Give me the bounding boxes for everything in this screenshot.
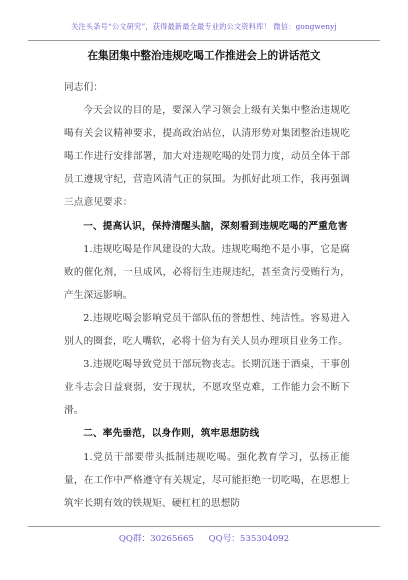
- section-2-heading: 二、率先垂范，以身作则，筑牢思想防线: [83, 428, 260, 440]
- header-promo-text: 关注头条号“公文研究”，获得最新最全最专业的公文资料库！ 微信：gongwenyj: [71, 22, 337, 31]
- document-title: 在集团集中整治违规吃喝工作推进会上的讲话范文: [87, 50, 321, 62]
- header-divider: [28, 40, 380, 41]
- document-body: [64, 76, 350, 515]
- section-1-paragraph-2: 2.违规吃喝会影响党员干部队伍的誉想性、纯洁性。容易进入别人的圈套，吃人嘴软，必将十倍为有关人员办理项目业务工作。: [64, 312, 350, 348]
- intro-paragraph: 今天会议的目的是，要深入学习领会上级有关集中整治违规吃喝有关会议精神要求，提高政治站位，认清形势对集团整治违规吃喝工作进行安排部署，加大对违规吃喝的处罚力度，动员全体干部员工遵规守纪，营造风清气正的氛围。为抓好此项工作，我再强调三点意见要求：: [64, 105, 350, 209]
- footer-divider: [28, 526, 380, 527]
- footer-qq-group: QQ群：30265665: [118, 534, 194, 544]
- section-1-paragraph-3: 3.违规吃喝导致党员干部玩物丧志。长期沉迷于酒桌，干事创业斗志会日益衰弱，安于现状，不愿攻坚克难，工作能力会不断下滑。: [64, 359, 350, 417]
- section-2-paragraph-1: 1.党员干部要带头抵制违规吃喝。强化教育学习，弘扬正能量，在工作中严格遵守有关规定，尽可能拒绝一切吃喝，在思想上筑牢长期有效的铁规矩、硬杠杠的思想防: [64, 451, 350, 509]
- section-1-paragraph-1: 1.违规吃喝是作风建设的大敌。违规吃喝绝不是小事，它是腐败的催化剂，一旦成风，必将衍生违规违纪，甚至贪污受贿行为，产生深远影响。: [64, 243, 350, 301]
- footer-qq-number: QQ号：535304092: [208, 534, 290, 544]
- section-1-heading: 一、提高认识，保持清醒头脑，深刻看到违规吃喝的严重危害: [83, 220, 348, 232]
- salutation: 同志们：: [64, 82, 104, 93]
- footer-contact: [0, 532, 408, 544]
